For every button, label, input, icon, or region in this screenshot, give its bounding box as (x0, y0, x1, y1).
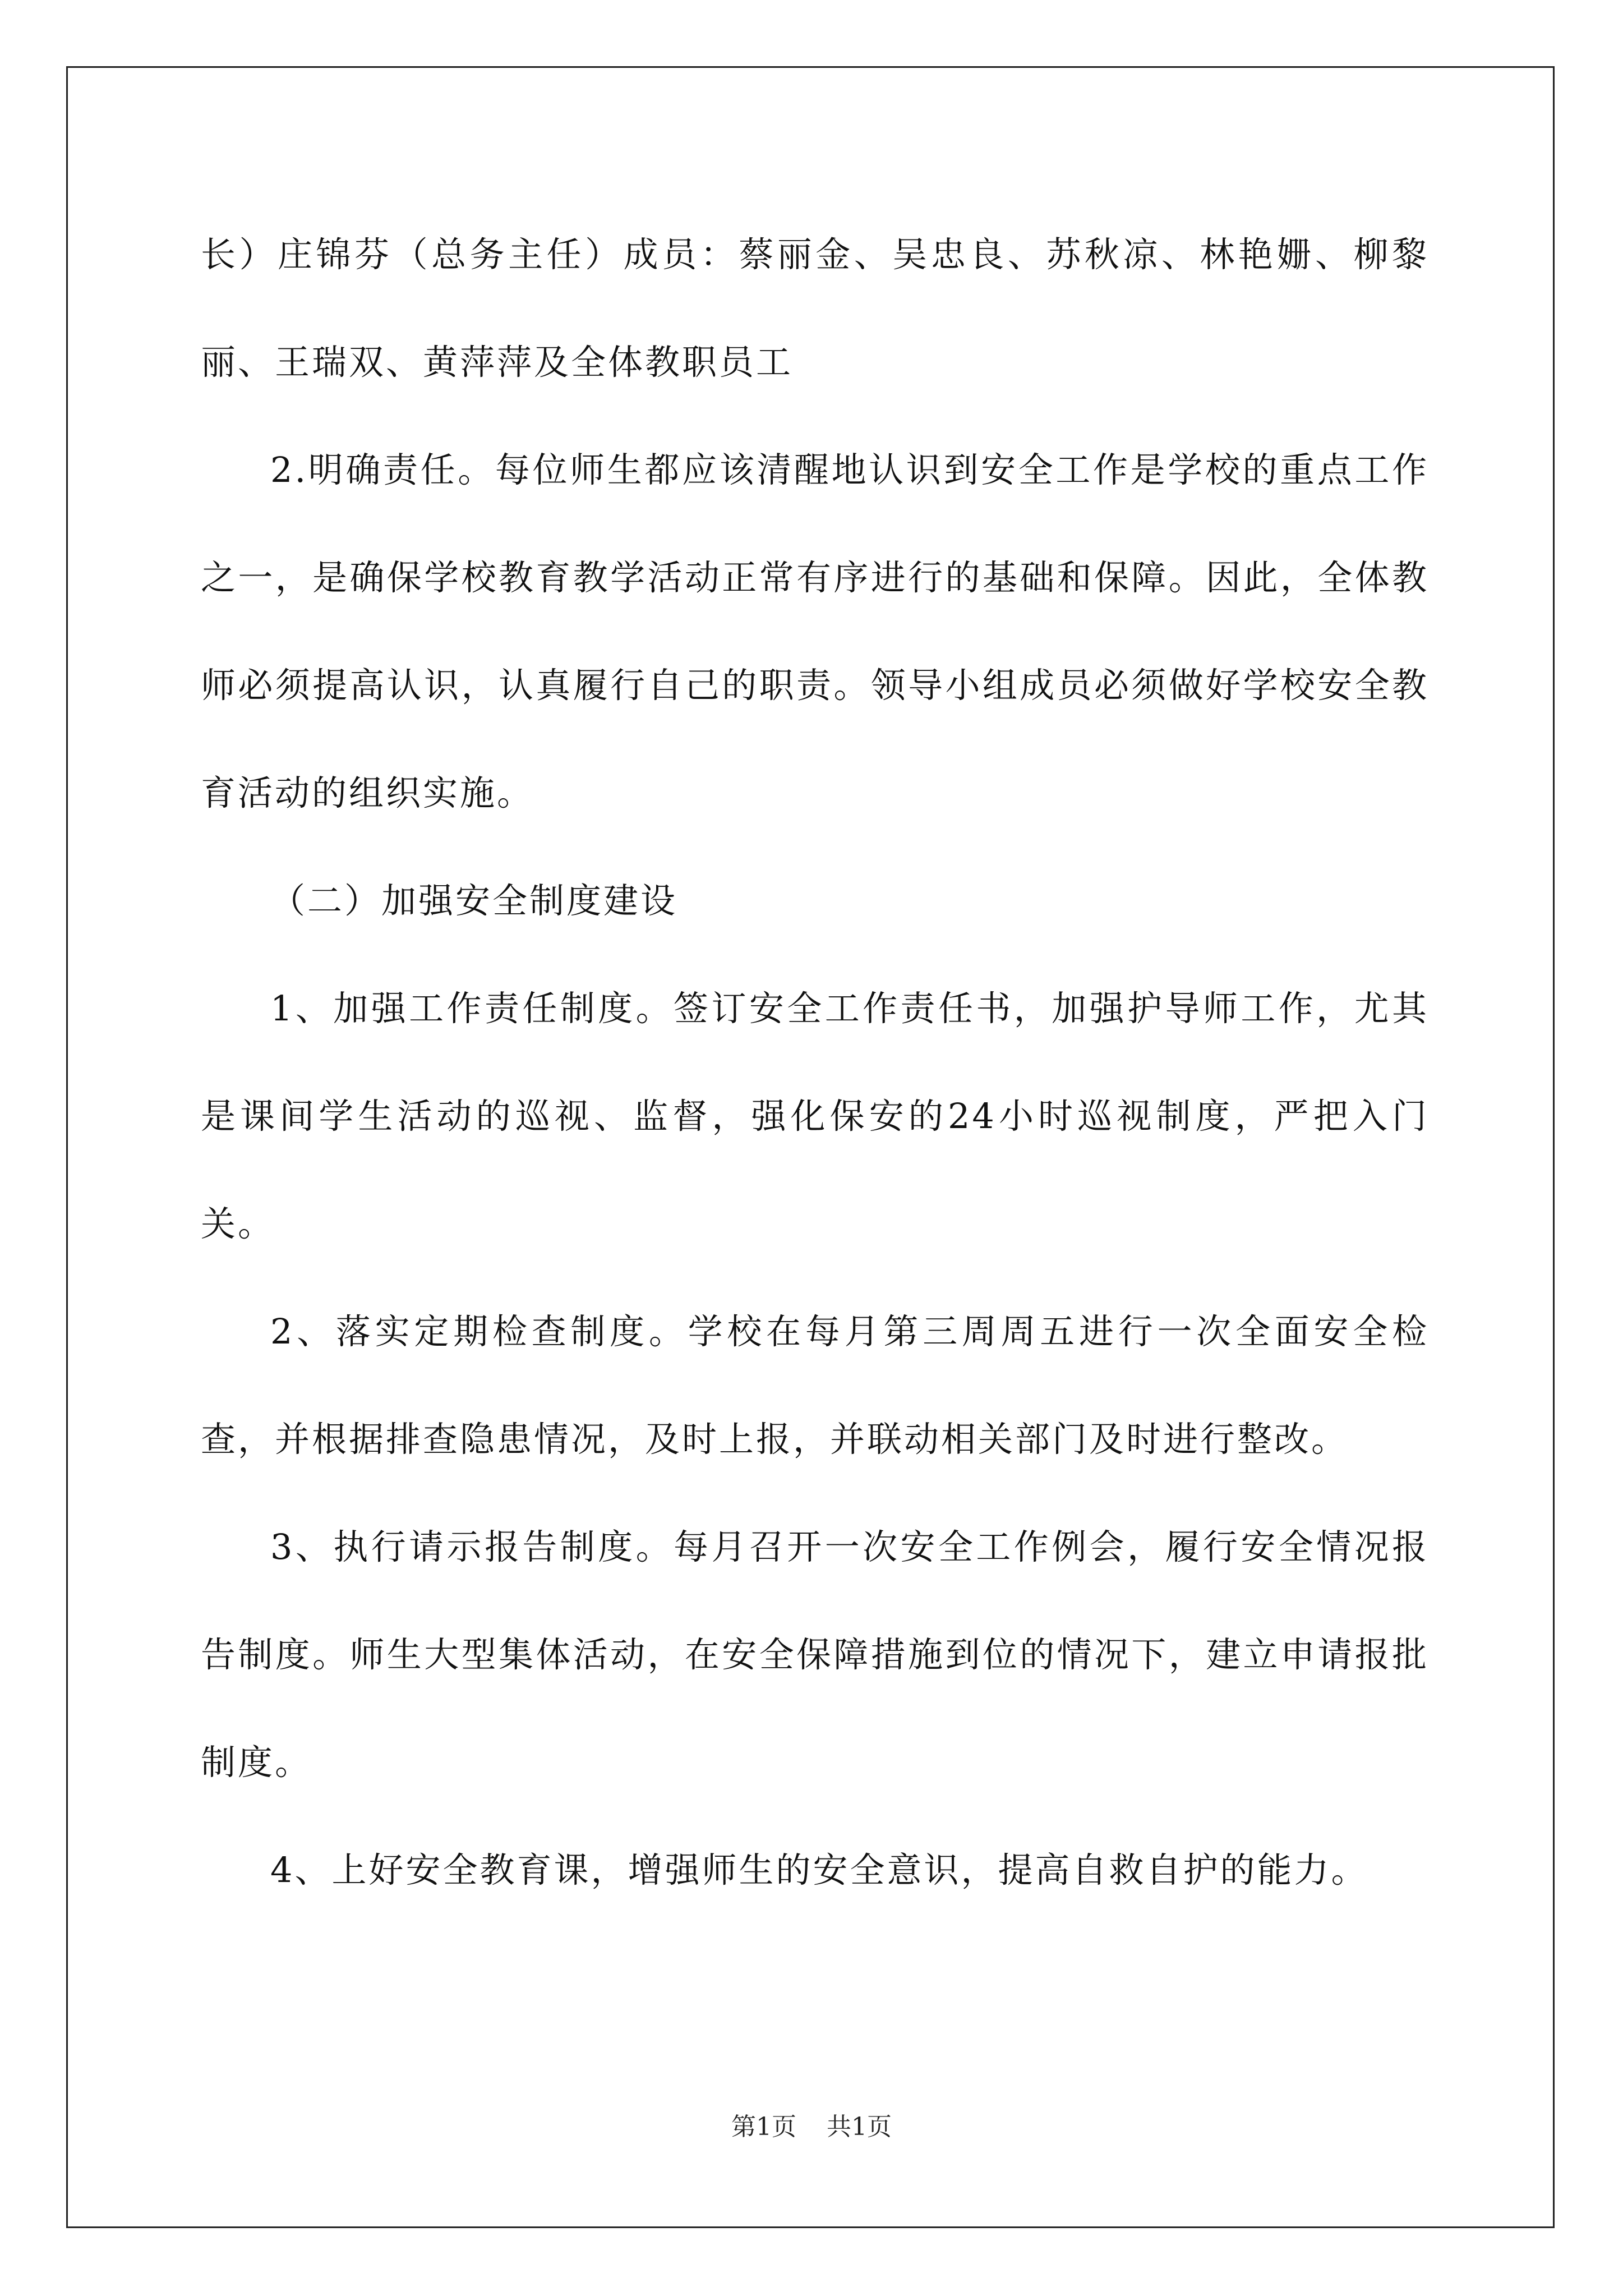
page-footer (0, 2106, 1623, 2142)
paragraph-responsibility: 2.明确责任。每位师生都应该清醒地认识到安全工作是学校的重点工作之一，是确保学校教育教学活动正常有序进行的基础和保障。因此，全体教师必须提高认识，认真履行自己的职责。领导小组成员必须做好学校安全教育活动的组织实施。 (201, 449, 1429, 813)
document-body (201, 201, 1429, 1924)
paragraph-work-responsibility: 1、加强工作责任制度。签订安全工作责任书，加强护导师工作，尤其是课间学生活动的巡视、监督，强化保安的24小时巡视制度，严把入门关。 (201, 988, 1429, 1244)
page-number-total: 共1页 (827, 2113, 892, 2141)
paragraph-regular-inspection: 2、落实定期检查制度。学校在每月第三周周五进行一次全面安全检查，并根据排查隐患情况，及时上报，并联动相关部门及时进行整改。 (201, 1311, 1429, 1460)
paragraph-report-system: 3、执行请示报告制度。每月召开一次安全工作例会，履行安全情况报告制度。师生大型集体活动，在安全保障措施到位的情况下，建立申请报批制度。 (201, 1526, 1429, 1783)
section-heading-safety-system: （二）加强安全制度建设 (270, 880, 678, 921)
paragraph-safety-class: 4、上好安全教育课，增强师生的安全意识，提高自救自护的能力。 (270, 1849, 1368, 1890)
page-number-current: 第1页 (731, 2113, 796, 2141)
paragraph-members: 长）庄锦芬（总务主任）成员：蔡丽金、吴忠良、苏秋凉、林艳姗、柳黎丽、王瑞双、黄萍萍及全体教职员工 (201, 234, 1429, 383)
